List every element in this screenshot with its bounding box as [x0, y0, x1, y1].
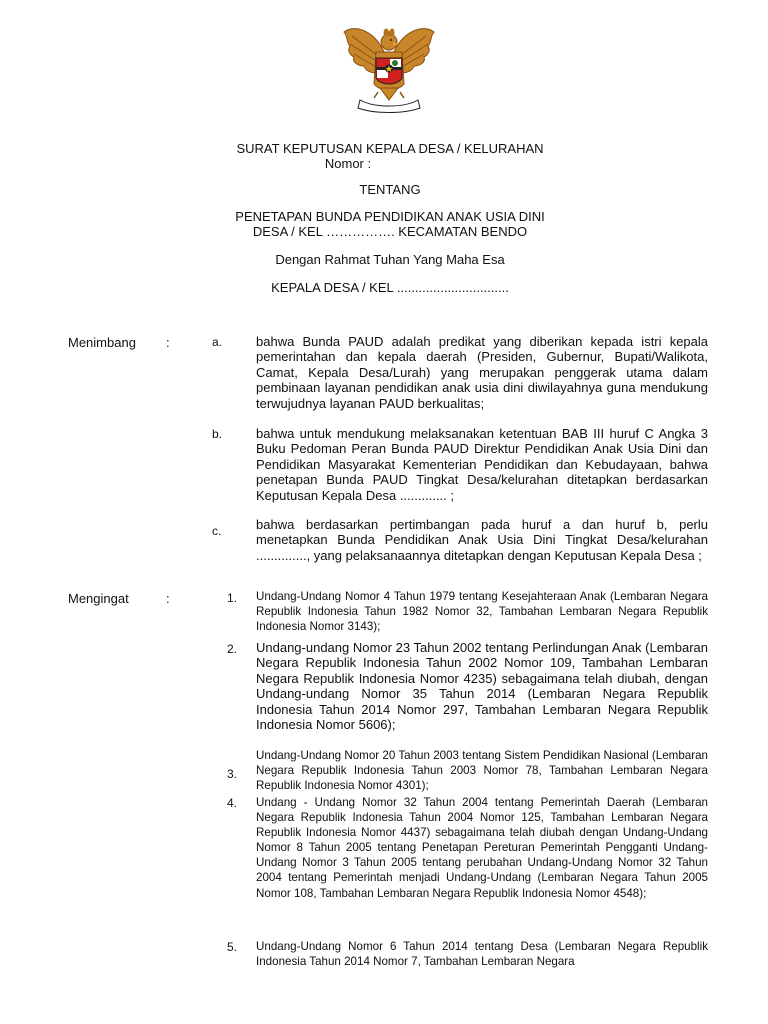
menimbang-item-b: bahwa untuk mendukung melaksanakan ketentuan BAB III huruf C Angka 3 Buku Pedoman Peran Bunda PAUD Direktur Pendidikan Anak Usia Dini dan Pendidikan Masyarakat Kementerian Pendidikan dan Kebudayaan, bahwa penetapan Bunda PAUD Tingkat Desa/kelurahan ditetapkan berdasarkan Keputusan Kepala Desa ............. ; — [256, 426, 708, 503]
mengingat-marker-2: 2. — [227, 642, 238, 656]
menimbang-colon: : — [166, 335, 170, 350]
garuda-pancasila-emblem-icon — [338, 22, 440, 116]
menimbang-marker-b: b. — [212, 427, 223, 441]
mengingat-item-2: Undang-undang Nomor 23 Tahun 2002 tentang Perlindungan Anak (Lembaran Negara Republik Indonesia Tahun 2002 Nomor 109, Tambahan Lembaran Negara Republik Indonesia Nomor 4235) sebagaimana telah diubah, dengan Undang-undang Nomor 35 Tahun 2014 (Lembaran Negara Republik Indonesia Tahun 2014 Nomor 297, Tambahan Lembaran Negara Republik Indonesia Nomor 5606); — [256, 640, 708, 733]
signatory-heading: KEPALA DESA / KEL ............................... — [271, 280, 509, 295]
menimbang-marker-c: c. — [212, 524, 222, 538]
mengingat-item-4: Undang - Undang Nomor 32 Tahun 2004 tentang Pemerintah Daerah (Lembaran Negara Republik Indonesia Tahun 2004 Nomor 125, Tambahan Lembaran Negara Republik Indonesia Nomor 4437) sebagaimana telah diubah dengan Undang-Undang Nomor 8 Tahun 2005 tentang Penetapan Pereturan Pemerintah Pengganti Undang-Undang Nomor 3 Tahun 2005 tentang perubahan Undang-Undang Nomor 32 Tahun 2004 tentang Pemerintah menjadi Undang-Undang (Lembaran Negara Tahun 2005 Nomor 108, Tambahan Lembaran Negara Republik Indonesia Nomor 4548); — [256, 796, 708, 900]
decree-subject: PENETAPAN BUNDA PENDIDIKAN ANAK USIA DINI — [235, 209, 545, 224]
menimbang-item-c: bahwa berdasarkan pertimbangan pada huruf a dan huruf b, perlu menetapkan Bunda Pendidikan Anak Usia Dini Tingkat Desa/kelurahan .............., yang pelaksanaannya ditetapkan dengan Keputusan Kepala Desa ; — [256, 517, 708, 563]
menimbang-item-a: bahwa Bunda PAUD adalah predikat yang diberikan kepada istri kepala pemerintahan dan kepala daerah (Presiden, Gubernur, Bupati/Walikota, Camat, Kepala Desa/Lurah) yang merupakan penggerak utama dalam pembinaan layanan pendidikan anak usia dini diwilayahnya guna mendukung terwujudnya layanan PAUD berkualitas; — [256, 334, 708, 411]
mengingat-marker-4: 4. — [227, 796, 238, 810]
mengingat-item-5: Undang-Undang Nomor 6 Tahun 2014 tentang Desa (Lembaran Negara Republik Indonesia Tahun 2014 Nomor 7, Tambahan Lembaran Negara — [256, 940, 708, 969]
tentang-heading: TENTANG — [359, 182, 421, 197]
mengingat-marker-1: 1. — [227, 591, 238, 605]
invocation: Dengan Rahmat Tuhan Yang Maha Esa — [275, 252, 505, 267]
decree-location: DESA / KEL ……………. KECAMATAN BENDO — [252, 224, 528, 239]
mengingat-colon: : — [166, 591, 170, 606]
mengingat-marker-3: 3. — [227, 767, 238, 781]
menimbang-label: Menimbang — [68, 335, 136, 350]
menimbang-marker-a: a. — [212, 335, 223, 349]
mengingat-marker-5: 5. — [227, 940, 238, 954]
mengingat-item-1: Undang-Undang Nomor 4 Tahun 1979 tentang Kesejahteraan Anak (Lembaran Negara Republik Indonesia Tahun 1982 Nomor 32, Tambahan Lembaran Negara Republik Indonesia Nomor 3143); — [256, 590, 708, 634]
decree-number: Nomor : — [324, 156, 372, 171]
mengingat-item-3: Undang-Undang Nomor 20 Tahun 2003 tentang Sistem Pendidikan Nasional (Lembaran Negara Republik Indonesia Tahun 2003 Nomor 78, Tambahan Lembaran Negara Republik Indonesia Nomor 4301); — [256, 749, 708, 793]
decree-title: SURAT KEPUTUSAN KEPALA DESA / KELURAHAN — [236, 141, 544, 156]
mengingat-label: Mengingat — [68, 591, 129, 606]
